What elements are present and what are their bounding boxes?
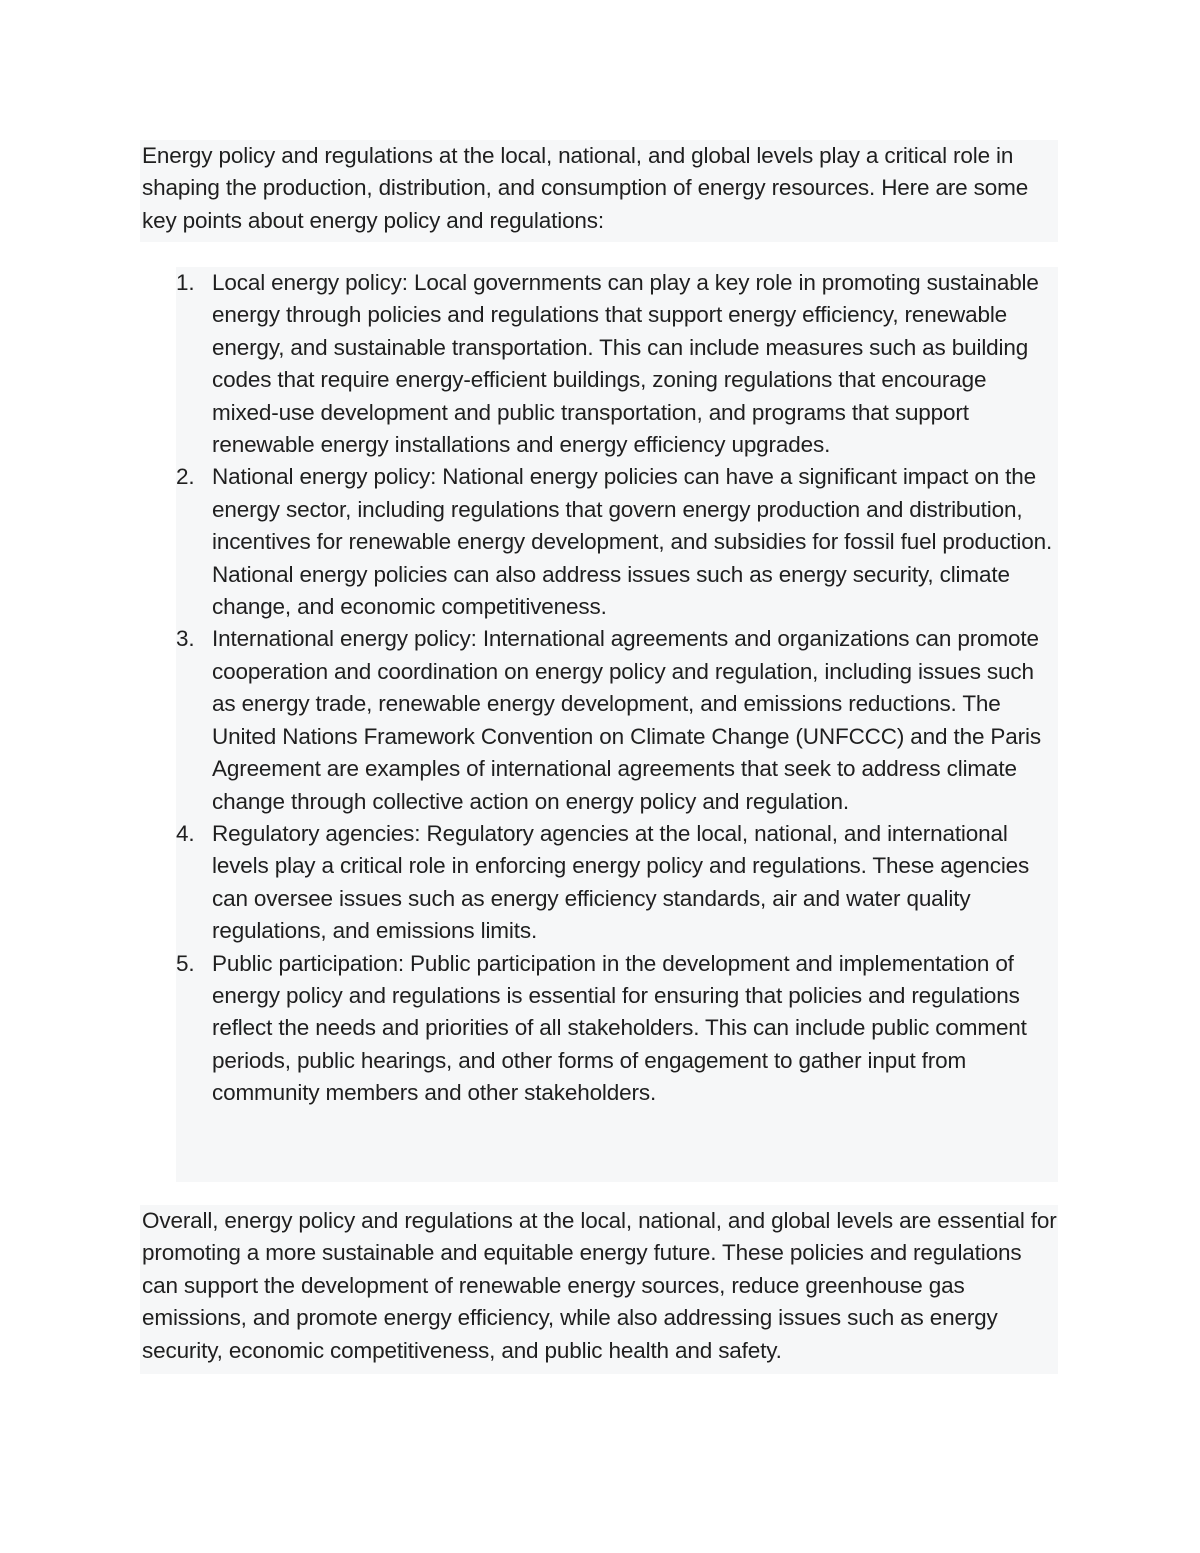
conclusion-block [140,1205,1058,1374]
list-item [176,818,1058,948]
list-item-number: 5. [176,950,195,976]
list-item [176,948,1058,1110]
conclusion-paragraph: Overall, energy policy and regulations at the local, national, and global levels are essential for promoting a more sustainable and equitable energy future. These policies and regulations can support the development of renewable energy sources, reduce greenhouse gas emissions, and promote energy efficiency, while also addressing issues such as energy security, economic competitiveness, and public health and safety. [142,1208,1057,1363]
key-points-list [176,267,1058,1110]
list-item-text: Local energy policy: Local governments can play a key role in promoting sustainable energy through policies and regulations that support energy efficiency, renewable energy, and sustainable transportation. This can include measures such as building codes that require energy-efficient buildings, zoning regulations that encourage mixed-use development and public transportation, and programs that support renewable energy installations and energy efficiency upgrades. [212,270,1039,458]
key-points-block [176,267,1058,1182]
list-item-text: Public participation: Public participation in the development and implementation of energy policy and regulations is essential for ensuring that policies and regulations reflect the needs and priorities of all stakeholders. This can include public comment periods, public hearings, and other forms of engagement to gather input from community members and other stakeholders. [212,950,1027,1106]
list-item [176,623,1058,817]
list-item-text: National energy policy: National energy policies can have a significant impact on the energy sector, including regulations that govern energy production and distribution, incentives for renewable energy development, and subsidies for fossil fuel production. National energy policies can also address issues such as energy security, climate change, and economic competitiveness. [212,464,1053,620]
list-item [176,267,1058,461]
list-item-number: 3. [176,626,195,652]
list-item-number: 1. [176,270,195,295]
intro-block [140,140,1058,242]
intro-paragraph: Energy policy and regulations at the local, national, and global levels play a critical role in shaping the production, distribution, and consumption of energy resources. Here are some key points about energy policy and regulations: [142,143,1029,233]
list-item-text: International energy policy: International agreements and organizations can promote cooperation and coordination on energy policy and regulation, including issues such as energy trade, renewable energy development, and emissions reductions. The United Nations Framework Convention on Climate Change (UNFCCC) and the Paris Agreement are examples of international agreements that seek to address climate change through collective action on energy policy and regulation. [212,626,1041,814]
list-item-number: 4. [176,820,195,846]
list-item [176,461,1058,623]
list-item-text: Regulatory agencies: Regulatory agencies at the local, national, and international levels play a critical role in enforcing energy policy and regulations. These agencies can oversee issues such as energy efficiency standards, air and water quality regulations, and emissions limits. [212,820,1030,944]
list-item-number: 2. [176,464,195,490]
